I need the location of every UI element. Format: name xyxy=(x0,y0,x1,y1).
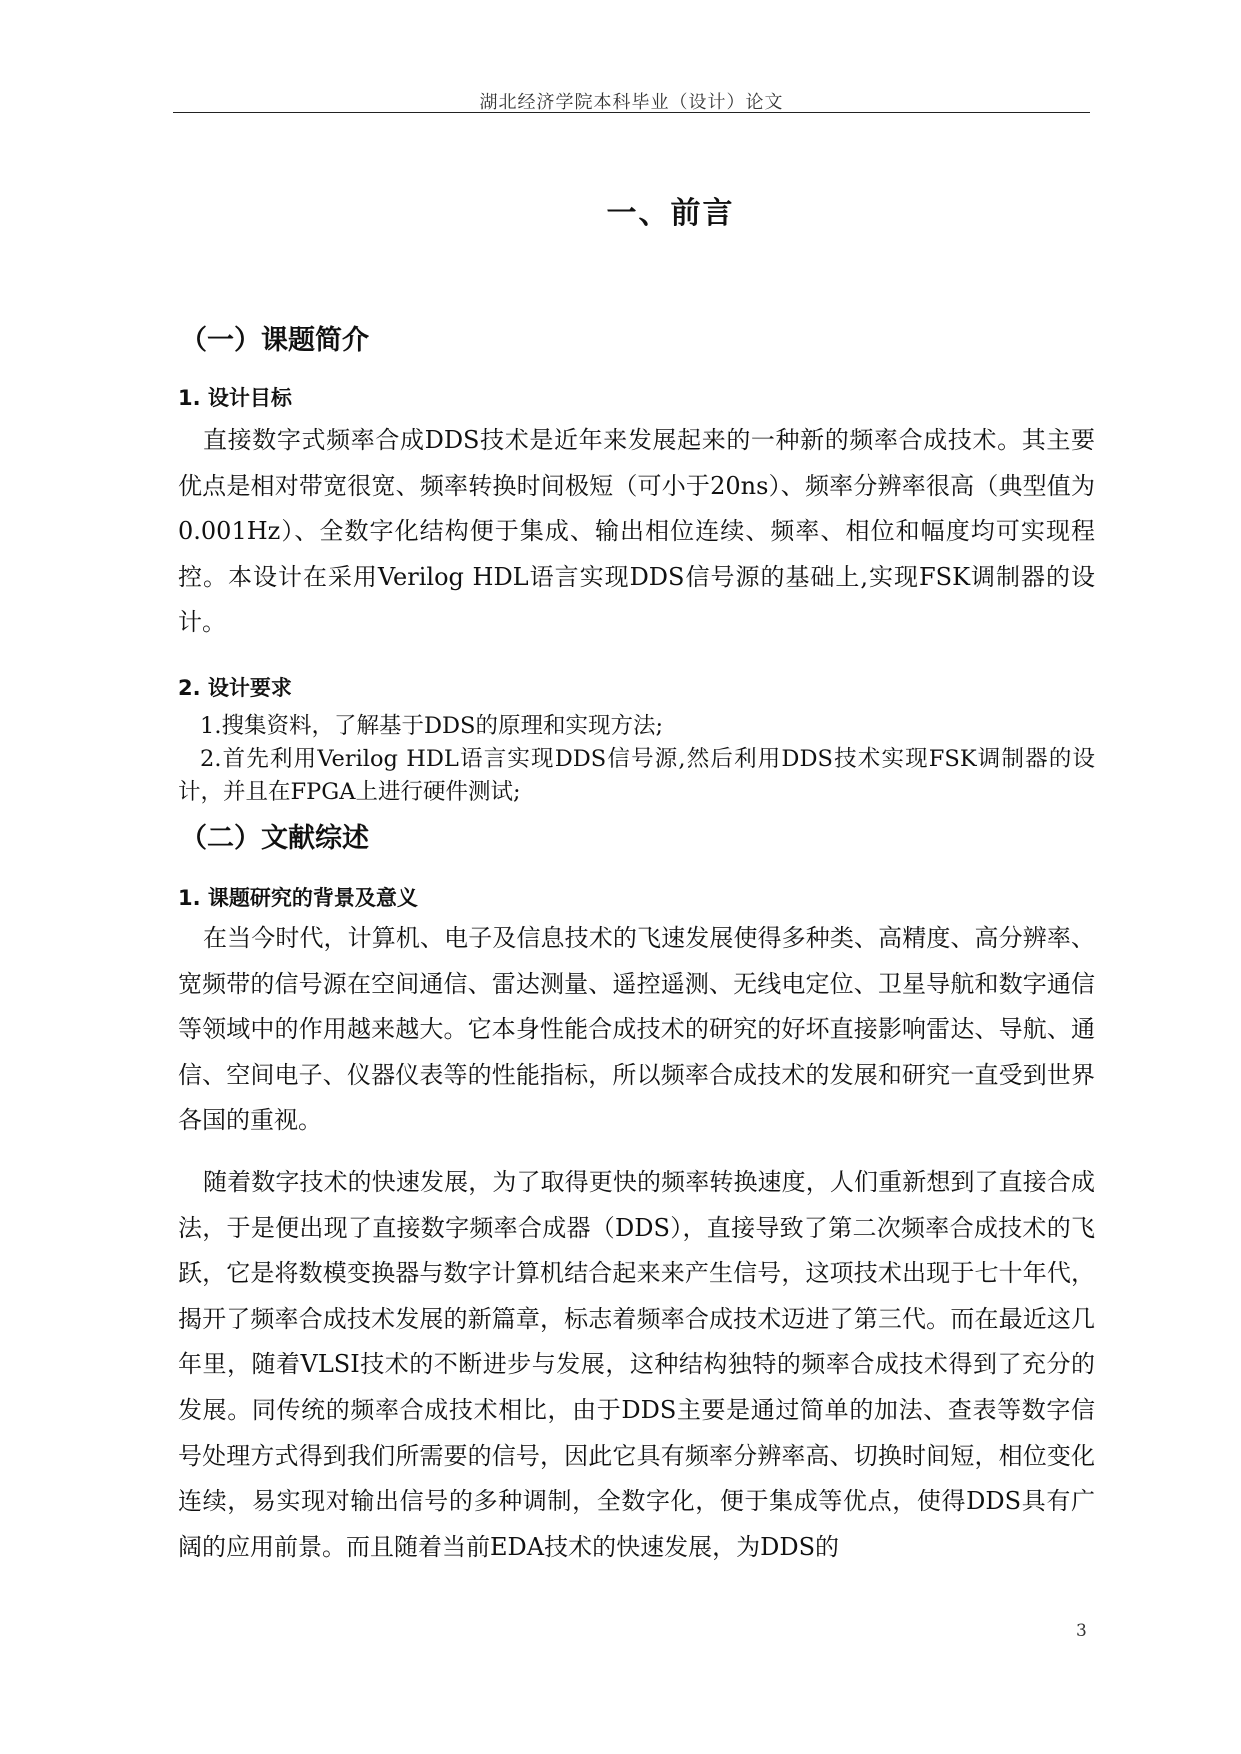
requirement-item-1: 1.搜集资料，了解基于DDS的原理和实现方法; xyxy=(200,713,664,739)
section-title-intro: （一）课题简介 xyxy=(180,325,369,356)
page-number: 3 xyxy=(1076,1621,1087,1641)
background-paragraph-2: 随着数字技术的快速发展，为了取得更快的频率转换速度，人们重新想到了直接合成法，于是便出现了直接数字频率合成器（DDS），直接导致了第二次频率合成技术的飞跃，它是将数模变换器与数字计算机结合起来来产生信号，这项技术出现于七十年代，揭开了频率合成技术发展的新篇章，标志着频率合成技术迈进了第三代。而在最近这几年里，随着VLSI技术的不断进步与发展，这种结构独特的频率合成技术得到了充分的发展。同传统的频率合成技术相比，由于DDS主要是通过简单的加法、查表等数字信号处理方式得到我们所需要的信号，因此它具有频率分辨率高、切换时间短，相位变化连续，易实现对输出信号的多种调制，全数字化，便于集成等优点，使得DDS具有广阔的应用前景。而且随着当前EDA技术的快速发展，为DDS的 xyxy=(178,1168,1095,1561)
goal-paragraph: 直接数字式频率合成DDS技术是近年来发展起来的一种新的频率合成技术。其主要优点是相对带宽很宽、频率转换时间极短（可小于20ns）、频率分辨率很高（典型值为0.001Hz）、全数字化结构便于集成、输出相位连续、频率、相位和幅度均可实现程控。本设计在采用Verilog HDL语言实现DDS信号源的基础上,实现FSK调制器的设计。 xyxy=(178,426,1095,637)
chapter-title: 一、前言 xyxy=(606,196,735,231)
running-header: 湖北经济学院本科毕业（设计）论文 xyxy=(479,92,784,113)
header-rule xyxy=(173,112,1090,113)
section-title-literature: （二）文献综述 xyxy=(180,823,369,854)
subsection-title-requirements: 2. 设计要求 xyxy=(178,676,292,700)
background-paragraph-1: 在当今时代，计算机、电子及信息技术的飞速发展使得多种类、高精度、高分辨率、宽频带的信号源在空间通信、雷达测量、遥控遥测、无线电定位、卫星导航和数字通信等领域中的作用越来越大。它本身性能合成技术的研究的好坏直接影响雷达、导航、通信、空间电子、仪器仪表等的性能指标，所以频率合成技术的发展和研究一直受到世界各国的重视。 xyxy=(178,924,1095,1135)
subsection-title-background: 1. 课题研究的背景及意义 xyxy=(178,886,418,910)
requirement-item-2: 2.首先利用Verilog HDL语言实现DDS信号源,然后利用DDS技术实现FSK调制器的设计，并且在FPGA上进行硬件测试; xyxy=(178,746,1095,805)
subsection-title-goal: 1. 设计目标 xyxy=(178,386,292,410)
